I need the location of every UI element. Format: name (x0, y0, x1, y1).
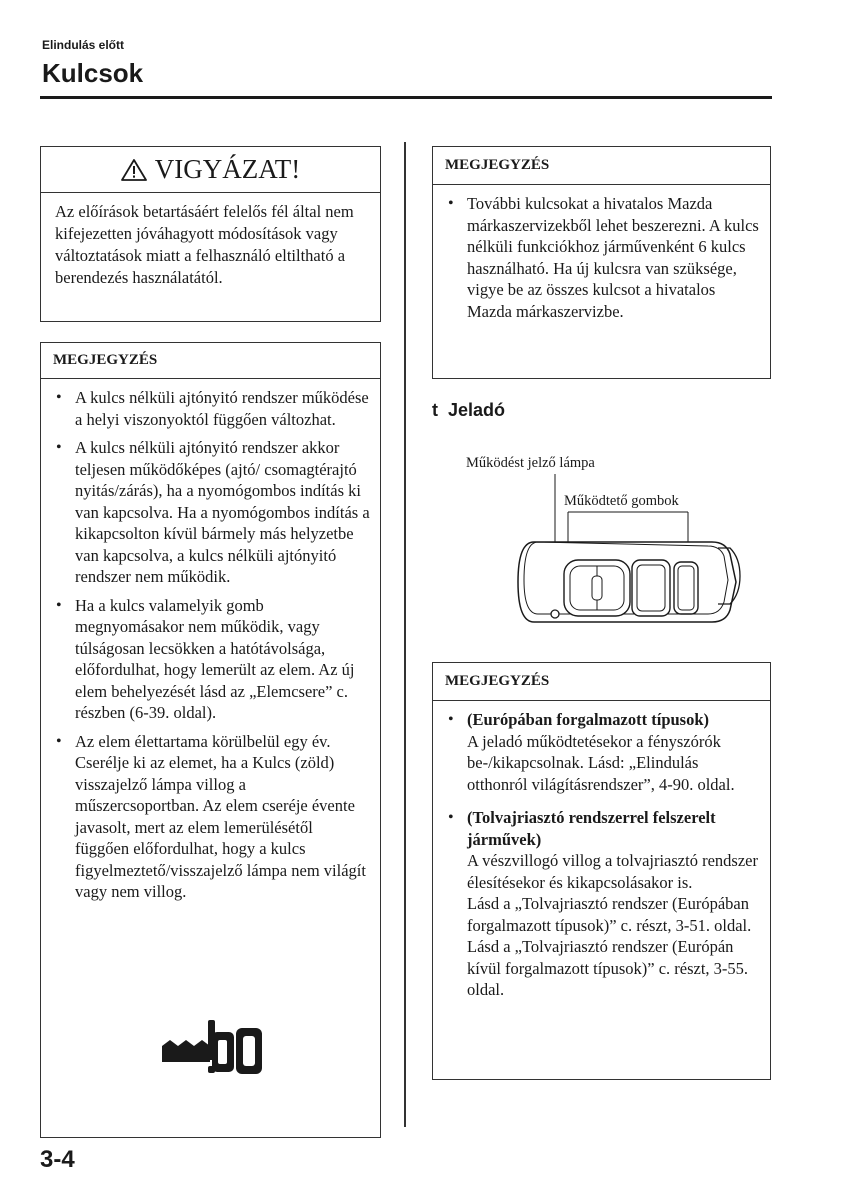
list-item: • További kulcsokat a hivatalos Mazda márkaszervizekből lehet beszerezni. A kulcs nélküli funkciókhoz járművenként 6 kulcs használható. Ha új kulcsra van szüksége, vigye be az összes kulcsot a hivatalos Mazda márkaszervizbe. (443, 193, 760, 322)
callout-operation-buttons: Működtető gombok (564, 493, 679, 509)
note-box-right-bottom (432, 662, 771, 1080)
warning-text: Az előírások betartásáért felelős fél által nem kifejezetten jóváhagyott módosítások vagy változtatások miatt a felhasználó eltiltható a berendezés használatától. (55, 202, 354, 287)
key-fob-illustration (514, 448, 744, 628)
title-rule (40, 96, 772, 99)
warning-box (40, 146, 381, 322)
note-list (41, 379, 380, 903)
list-item: • A kulcs nélküli ajtónyitó rendszer működése a helyi viszonyoktól függően változhat. (51, 387, 370, 430)
page-title: Kulcsok (42, 58, 144, 88)
column-divider (404, 142, 406, 1127)
note-box-right-top (432, 146, 771, 379)
list-item-heading: • (Tolvajriasztó rendszerrel felszerelt járművek) (467, 808, 716, 849)
warning-title: VIGYÁZAT! (154, 154, 301, 184)
list-item: • A kulcs nélküli ajtónyitó rendszer akkor teljesen működőképes (ajtó/ csomagtérajtó nyitás/zárás), ha a nyomógombos indítás ki van kapcsolva. Ha a nyomógombos indítás a kikapcsolton kívül bármely más helyzetbe van kapcsolva, a kulcs nélküli ajtónyitó rendszer nem működik. (51, 437, 370, 588)
key-indicator-icon (160, 1018, 264, 1090)
list-item-text: A vészvillogó villog a tolvajriasztó rendszer élesítésekor és kikapcsolásakor is. (467, 851, 758, 892)
list-item: • Az elem élettartama körülbelül egy év. Cserélje ki az elemet, ha a Kulcs (zöld) visszajelző lámpa villog a műszercsoportban. Az elem cseréje évente javasolt, mert az elem lemerülésétől függően előfordulhat, hogy a kulcs figyelmeztető/visszajelző lámpa nem világít vagy nem villog. (51, 731, 370, 903)
heading-marker: t (432, 400, 438, 420)
transmitter-title: Jeladó (448, 400, 506, 420)
page-number: 3-4 (40, 1146, 75, 1173)
warning-header (41, 147, 380, 193)
note-heading: MEGJEGYZÉS (433, 663, 770, 701)
list-item: • Ha a kulcs valamelyik gomb megnyomásakor nem működik, vagy túlságosan lecsökken a hatótávolsága, előfordulhat, hogy lemerült az elem. Az új elem behelyezését lásd az „Elemcsere” c. részben (6-39. oldal). (51, 595, 370, 724)
list-item-text: Lásd a „Tolvajriasztó rendszer (Európában forgalmazott típusok)” c. részt, 3-51. oldal. Lásd a „Tolvajriasztó rendszer (Európán kívül forgalmazott típusok)” c. részt, 3-55. oldal. (467, 894, 752, 999)
note-list (433, 185, 770, 322)
list-item (443, 807, 760, 1001)
warning-triangle-icon (121, 158, 147, 182)
list-item (443, 709, 760, 795)
callout-indicator-lamp: Működést jelző lámpa (466, 455, 595, 471)
transmitter-heading (432, 400, 505, 421)
note-heading: MEGJEGYZÉS (41, 343, 380, 379)
note-list (433, 701, 770, 1001)
note-heading: MEGJEGYZÉS (433, 147, 770, 185)
list-item-text: A jeladó működtetésekor a fényszórók be-/kikapcsolnak. Lásd: „Elindulás otthonról világításrendszer”, 4-90. oldal. (467, 731, 735, 794)
list-item-heading: • (Európában forgalmazott típusok) (467, 710, 710, 729)
section-label: Elindulás előtt (42, 38, 125, 52)
